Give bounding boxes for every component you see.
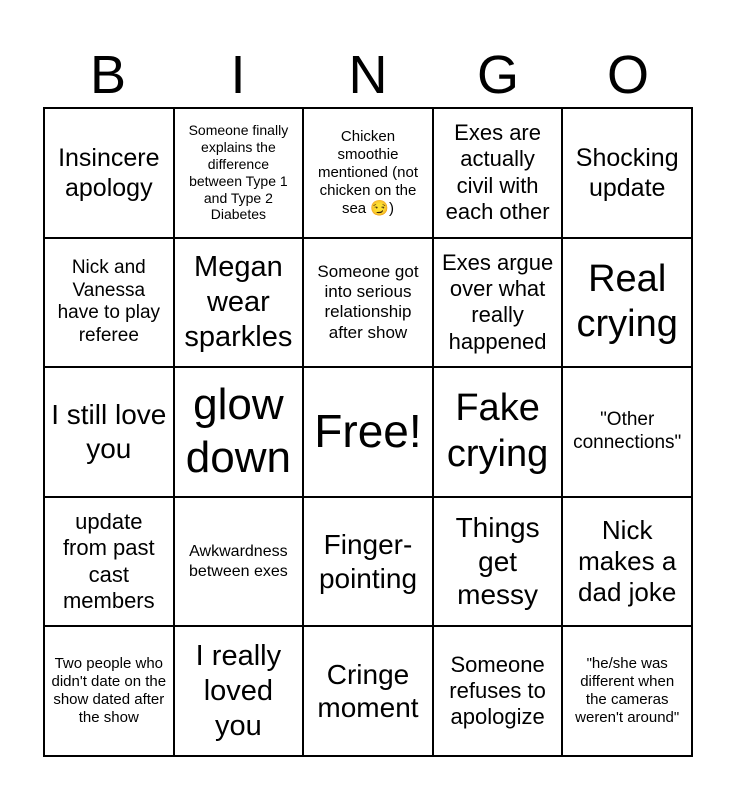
- bingo-cell[interactable]: Awkwardness between exes: [174, 497, 304, 627]
- header-letter-g: G: [476, 45, 519, 105]
- header-letter-b: B: [89, 45, 127, 105]
- bingo-cell[interactable]: Nick makes a dad joke: [562, 497, 692, 627]
- bingo-cell[interactable]: Insincere apology: [44, 108, 174, 238]
- bingo-cell[interactable]: Someone finally explains the difference between Type 1 and Type 2 Diabetes: [174, 108, 304, 238]
- bingo-cell[interactable]: I really loved you: [174, 626, 304, 756]
- bingo-cell[interactable]: Two people who didn't date on the show dated after the show: [44, 626, 174, 756]
- bingo-cell[interactable]: Things get messy: [433, 497, 563, 627]
- header-letter-i: I: [230, 45, 246, 105]
- bingo-cell[interactable]: glow down: [174, 367, 304, 497]
- bingo-grid: [43, 107, 693, 757]
- bingo-cell[interactable]: Megan wear sparkles: [174, 238, 304, 368]
- bingo-cell[interactable]: Exes are actually civil with each other: [433, 108, 563, 238]
- bingo-cell[interactable]: Cringe moment: [303, 626, 433, 756]
- bingo-cell[interactable]: Finger-pointing: [303, 497, 433, 627]
- bingo-cell[interactable]: Shocking update: [562, 108, 692, 238]
- bingo-cell[interactable]: Someone got into serious relationship after show: [303, 238, 433, 368]
- bingo-cell[interactable]: Someone refuses to apologize: [433, 626, 563, 756]
- bingo-cell[interactable]: Chicken smoothie mentioned (not chicken on the sea 😏): [303, 108, 433, 238]
- bingo-cell[interactable]: Exes argue over what really happened: [433, 238, 563, 368]
- header-letter-o: O: [606, 45, 649, 105]
- bingo-cell[interactable]: Nick and Vanessa have to play referee: [44, 238, 174, 368]
- bingo-cell[interactable]: Fake crying: [433, 367, 563, 497]
- bingo-cell[interactable]: Real crying: [562, 238, 692, 368]
- free-space-cell[interactable]: Free!: [303, 367, 433, 497]
- bingo-cell[interactable]: I still love you: [44, 367, 174, 497]
- header-letter-n: N: [348, 45, 388, 105]
- bingo-cell[interactable]: "he/she was different when the cameras weren't around": [562, 626, 692, 756]
- bingo-cell[interactable]: "Other connections": [562, 367, 692, 497]
- bingo-header: [43, 46, 693, 104]
- bingo-cell[interactable]: update from past cast members: [44, 497, 174, 627]
